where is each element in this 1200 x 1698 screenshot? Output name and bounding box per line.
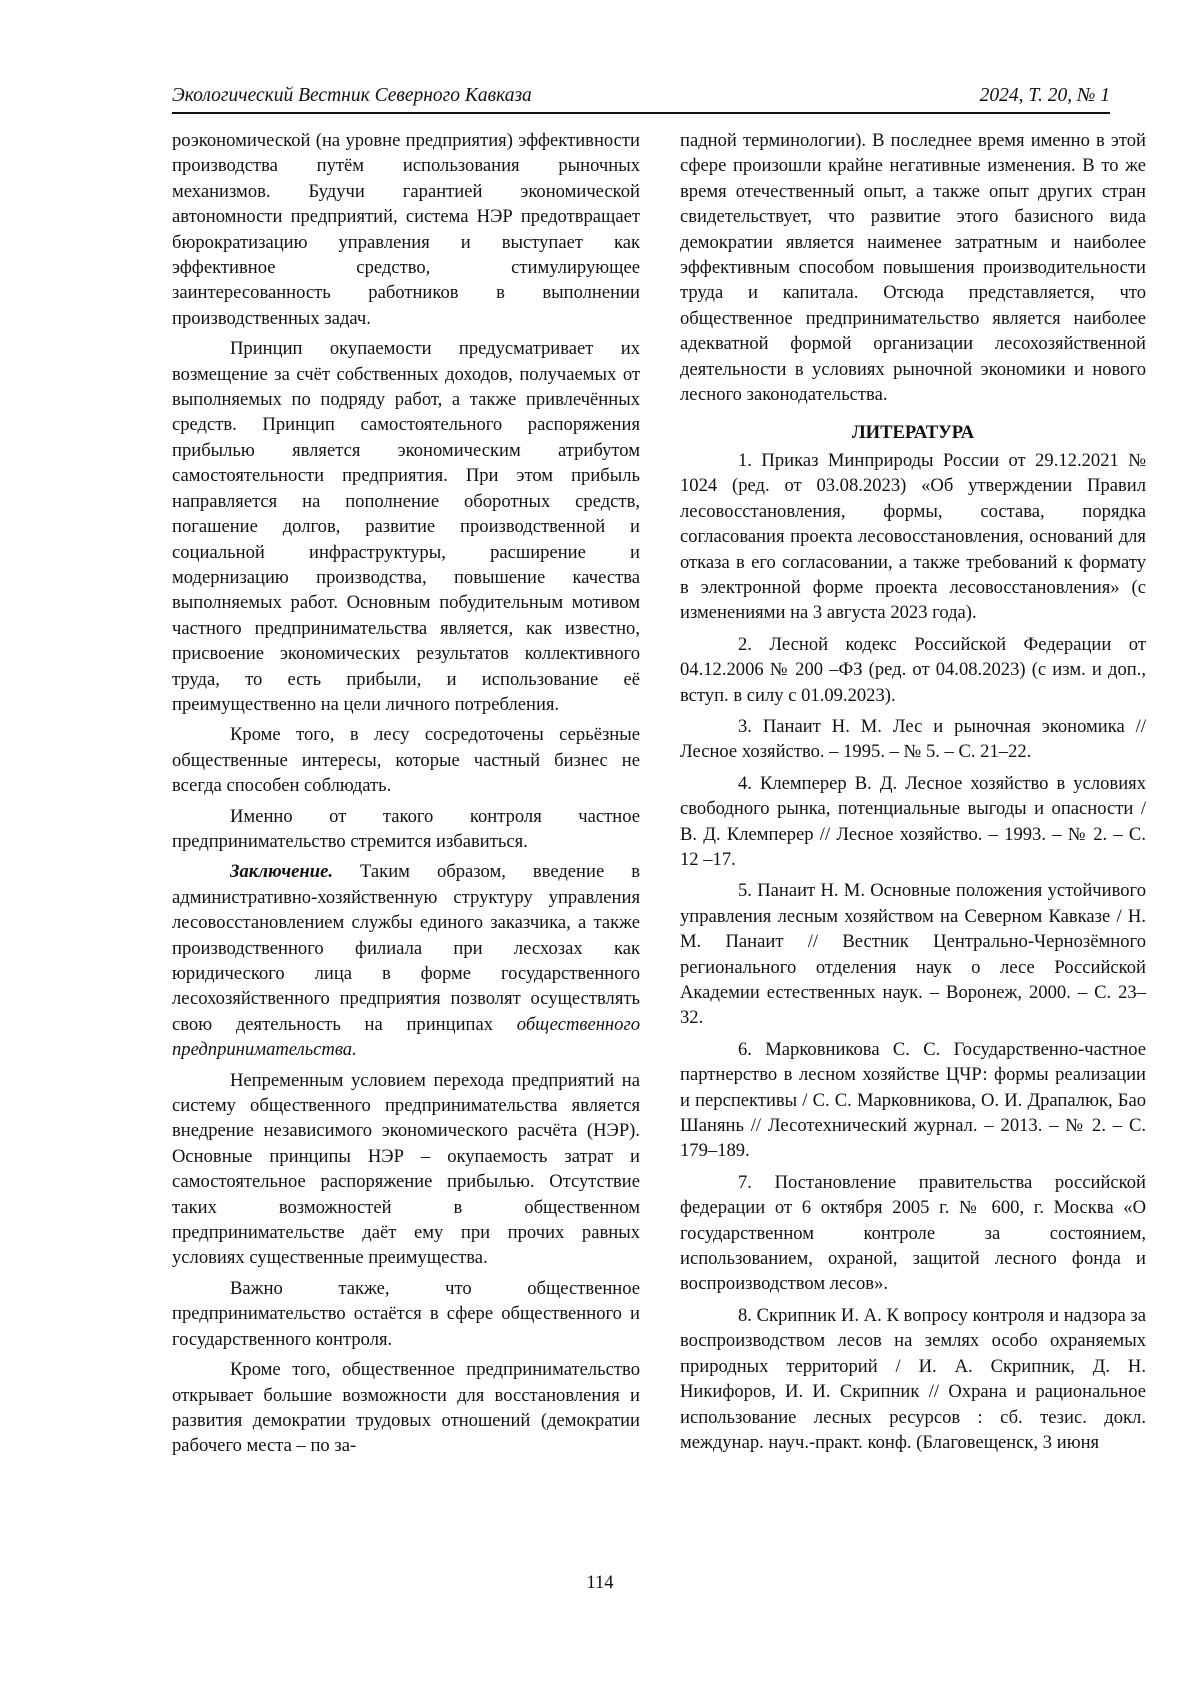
paragraph: Важно также, что общественное предпринимательство остаётся в сфере общественного и государственного контроля. xyxy=(172,1277,640,1350)
reference-item: 3. Панаит Н. М. Лес и рыночная экономика // Лесное хозяйство. – 1995. – № 5. – С. 21–22. xyxy=(680,715,1146,763)
running-header xyxy=(172,85,1110,115)
issue-info: 2024, Т. 20, № 1 xyxy=(979,85,1110,106)
paragraph: Кроме того, общественное предпринимательство открывает большие возможности для восстановления и развития демократии трудовых отношений (демократии рабочего места – по за- xyxy=(172,1359,640,1457)
paragraph: Именно от такого контроля частное предпринимательство стремится избавиться. xyxy=(172,805,640,852)
reference-item: 4. Клемперер В. Д. Лесное хозяйство в условиях свободного рынка, потенциальные выгоды и опасности / В. Д. Клемперер // Лесное хозяйство. – 1993. – № 2. – С. 12 –17. xyxy=(680,772,1146,870)
conclusion-lead: Заключение. xyxy=(230,861,334,883)
reference-item: 7. Постановление правительства российской федерации от 6 октября 2005 г. № 600, г. Москва «О государственном контроле за состоянием, использованием, охраной, защитой лесного фонда и воспроизводством лесов». xyxy=(680,1171,1146,1295)
paragraph: Принцип окупаемости предусматривает их возмещение за счёт собственных доходов, получаемых от выполняемых по подряду работ, а также привлечённых средств. Принцип самостоятельного распоряжения прибылью является экономическим атрибутом самостоятельности предприятия. При этом прибыль направляется на пополнение оборотных средств, погашение долгов, развитие производственной и социальной инфраструктуры, расширение и модернизацию производства, повышение качества выполняемых работ. Основным побудительным мотивом частного предпринимательства является, как известно, присвоение экономических результатов коллективного труда, то есть прибыли, и использование её преимущественно на цели личного потребления. xyxy=(172,338,640,715)
reference-item: 8. Скрипник И. А. К вопросу контроля и надзора за воспроизводством лесов на землях особо охраняемых природных территорий / И. А. Скрипник, Д. Н. Никифоров, И. И. Скрипник // Охрана и рациональное использование лесных ресурсов : сб. тезис. докл. междунар. науч.-практ. конф. (Благовещенск, 3 июня xyxy=(680,1304,1146,1453)
paragraph: роэкономической (на уровне предприятия) эффективности производства путём использования рыночных механизмов. Будучи гарантией экономической автономности предприятий, система НЭР предотвращает бюрократизацию управления и выступает как эффективное средство, стимулирующее заинтересованность работников в выполнении производственных задач. xyxy=(172,130,640,329)
reference-item: 2. Лесной кодекс Российской Федерации от 04.12.2006 № 200 –ФЗ (ред. от 04.08.2023) (с изм. и доп., вступ. в силу с 01.09.2023). xyxy=(680,633,1146,706)
conclusion-italic: общественного предпринимательства. xyxy=(172,1013,640,1061)
paragraph: Непременным условием перехода предприятий на систему общественного предпринимательства является внедрение независимого экономического расчёта (НЭР). Основные принципы НЭР – окупаемость затрат и самостоятельное распоряжение прибылью. Отсутствие таких возможностей в общественном предпринимательстве даёт ему при прочих равных условиях существенные преимущества. xyxy=(172,1069,640,1269)
reference-item: 6. Марковникова С. С. Государственно-частное партнерство в лесном хозяйстве ЦЧР: формы реализации и перспективы / С. С. Марковникова, О. И. Драпалюк, Бао Шанянь // Лесотехнический журнал. – 2013. – № 2. – С. 179–189. xyxy=(680,1038,1146,1162)
paragraph: падной терминологии). В последнее время именно в этой сфере произошли крайне негативные изменения. В то же время отечественный опыт, а также опыт других стран свидетельствует, что развитие этого базисного вида демократии является наименее затратным и наиболее эффективным способом повышения производительности труда и капитала. Отсюда представляется, что общественное предпринимательство является наиболее адекватной формой организации лесохозяйственной деятельности в условиях рыночной экономики и нового лесного законодательства. xyxy=(680,130,1146,406)
references-heading: ЛИТЕРАТУРА xyxy=(851,422,975,444)
left-column xyxy=(172,128,640,1459)
reference-item: 5. Панаит Н. М. Основные положения устойчивого управления лесным хозяйством на Северном Кавказе / Н. М. Панаит // Вестник Центрально-Чернозёмного регионального отделения наук о лесе Российской Академии естественных наук. – Воронеж, 2000. – С. 23–32. xyxy=(680,880,1146,1029)
reference-item: 1. Приказ Минприроды России от 29.12.2021 № 1024 (ред. от 03.08.2023) «Об утверждении Правил лесовосстановления, формы, состава, порядка согласования проекта лесовосстановления, оснований для отказа в его согласовании, а также требований к формату в электронной форме проекта лесовосстановления» (с изменениями на 3 августа 2023 года). xyxy=(680,449,1146,624)
header-rule xyxy=(172,112,1110,114)
conclusion-paragraph xyxy=(172,859,640,1062)
journal-title: Экологический Вестник Северного Кавказа xyxy=(172,85,532,106)
page-number: 114 xyxy=(586,1572,614,1593)
right-column xyxy=(680,128,1146,1455)
paragraph: Кроме того, в лесу сосредоточены серьёзные общественные интересы, которые частный бизнес не всегда способен соблюдать. xyxy=(172,724,640,797)
conclusion-body: Таким образом, введение в административно-хозяйственную структуру управления лесовосстановлением службы единого заказчика, а также производственного филиала при лесхозах как юридического лица в форме государственного лесохозяйственного предприятия позволят осуществлять свою деятельность на принципах xyxy=(172,861,640,1035)
